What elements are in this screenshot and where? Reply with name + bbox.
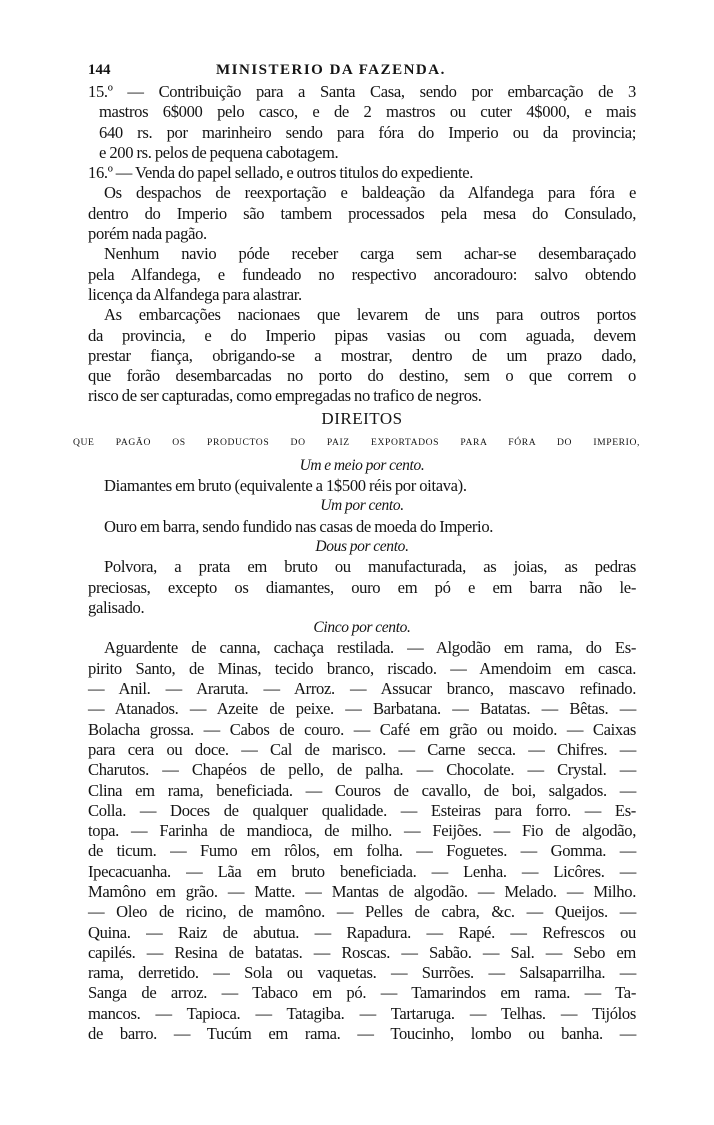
paragraph bbox=[88, 82, 636, 163]
text-line: e 200 rs. pelos de pequena cabotagem. bbox=[99, 142, 339, 162]
text-line: Mamôno em grão. — Matte. — Mantas de algodão. — Melado. — Milho. bbox=[88, 881, 636, 901]
text-line: 15.º — Contribuição para a Santa Casa, sendo por embarcação de 3 bbox=[88, 82, 636, 101]
text-line: dentro do Imperio são tambem processados pela mesa do Consulado, bbox=[88, 203, 636, 223]
body-text bbox=[88, 82, 636, 407]
text-line: porém nada pagão. bbox=[88, 224, 207, 244]
text-line: risco de ser capturadas, como empregadas no trafico de negros. bbox=[88, 386, 482, 406]
text-line: para cera ou doce. — Cal de marisco. — Carne secca. — Chifres. — bbox=[88, 739, 636, 759]
text-line: que forão desembarcadas no porto do destino, sem o que correm o bbox=[88, 366, 636, 386]
text-line: 640 rs. por marinheiro sendo para fóra do Imperio ou da provincia; bbox=[99, 122, 636, 142]
text-line: Colla. — Doces de qualquer qualidade. — Esteiras para forro. — Es- bbox=[88, 800, 636, 820]
paragraph bbox=[88, 244, 636, 305]
rate-heading: Um por cento. bbox=[320, 497, 404, 515]
running-title: MINISTERIO DA FAZENDA. bbox=[216, 61, 446, 78]
document-page bbox=[73, 58, 640, 1044]
text-line: Nenhum navio póde receber carga sem achar-se desembaraçado bbox=[104, 244, 636, 264]
text-line: Ipecacuanha. — Lãa em bruto beneficiada. — Lenha. — Licôres. — bbox=[88, 861, 636, 881]
text-line: Charutos. — Chapéos de pello, de palha. — Chocolate. — Crystal. — bbox=[88, 760, 636, 780]
paragraph bbox=[88, 163, 636, 183]
text-line: preciosas, excepto os diamantes, ouro em pó e em barra não le- bbox=[88, 577, 636, 597]
text-line: de barro. — Tucúm em rama. — Toucinho, lombo ou banha. — bbox=[88, 1024, 636, 1044]
section-subtitle: QUE PAGÃO OS PRODUCTOS DO PAIZ EXPORTADOS PARA FÓRA DO IMPERIO, bbox=[73, 436, 640, 448]
rate-heading: Um e meio por cento. bbox=[299, 456, 425, 474]
text-line: capilés. — Resina de batatas. — Roscas. — Sabão. — Sal. — Sebo em bbox=[88, 942, 636, 962]
text-line: Sanga de arroz. — Tabaco em pó. — Tamarindos em rama. — Ta- bbox=[88, 983, 636, 1003]
text-line: Clina em rama, beneficiada. — Couros de cavallo, de boi, salgados. — bbox=[88, 780, 636, 800]
text-line: Diamantes em bruto (equivalente a 1$500 réis por oitava). bbox=[104, 476, 467, 496]
text-line: prestar fiança, obrigando-se a mostrar, dentro de um prazo dado, bbox=[88, 345, 636, 365]
rate-heading: Dous por cento. bbox=[315, 537, 409, 555]
text-line: galisado. bbox=[88, 597, 145, 617]
running-header bbox=[88, 58, 636, 82]
text-line: As embarcações nacionaes que levarem de uns para outros portos bbox=[104, 305, 636, 325]
text-line: rama, derretido. — Sola ou vaquetas. — Surrões. — Salsaparrilha. — bbox=[88, 963, 636, 983]
text-line: de ticum. — Fumo em rôlos, em folha. — Foguetes. — Gomma. — bbox=[88, 841, 636, 861]
text-line: Polvora, a prata em bruto ou manufacturada, as joias, as pedras bbox=[104, 557, 636, 577]
text-line: Os despachos de reexportação e baldeação da Alfandega para fóra e bbox=[104, 183, 636, 203]
paragraph bbox=[88, 183, 636, 244]
text-line: Aguardente de canna, cachaça restilada. — Algodão em rama, do Es- bbox=[104, 638, 636, 658]
text-line: licença da Alfandega para alastrar. bbox=[88, 284, 302, 304]
text-line: — Oleo de ricino, de mamôno. — Pelles de cabra, &c. — Queijos. — bbox=[88, 902, 636, 922]
text-line: da provincia, e do Imperio pipas vasias ou com aguada, devem bbox=[88, 325, 636, 345]
page-number: 144 bbox=[88, 61, 111, 78]
text-line: 16.º — Venda do papel sellado, e outros titulos do expediente. bbox=[88, 163, 474, 183]
text-line: topa. — Farinha de mandioca, de milho. — Feijões. — Fio de algodão, bbox=[88, 821, 636, 841]
section-title: DIREITOS bbox=[321, 408, 403, 428]
text-line: — Anil. — Araruta. — Arroz. — Assucar branco, mascavo refinado. bbox=[88, 679, 636, 699]
text-line: mancos. — Tapioca. — Tatagiba. — Tartaruga. — Telhas. — Tijólos bbox=[88, 1003, 636, 1023]
rate-heading: Cinco por cento. bbox=[313, 619, 411, 637]
text-line: pirito Santo, de Minas, tecido branco, riscado. — Amendoim em casca. bbox=[88, 658, 636, 678]
rate-groups bbox=[88, 456, 636, 1045]
text-line: Bolacha grossa. — Cabos de couro. — Café em grão ou moido. — Caixas bbox=[88, 719, 636, 739]
text-line: mastros 6$000 pelo casco, e de 2 mastros ou cuter 4$000, e mais bbox=[99, 102, 636, 122]
paragraph bbox=[88, 305, 636, 406]
text-line: Quina. — Raiz de abutua. — Rapadura. — Rapé. — Refrescos ou bbox=[88, 922, 636, 942]
text-line: pela Alfandega, e fundeado no respectivo ancoradouro: salvo obtendo bbox=[88, 264, 636, 284]
text-line: — Atanados. — Azeite de peixe. — Barbatana. — Batatas. — Bêtas. — bbox=[88, 699, 636, 719]
text-line: Ouro em barra, sendo fundido nas casas de moeda do Imperio. bbox=[104, 516, 494, 536]
